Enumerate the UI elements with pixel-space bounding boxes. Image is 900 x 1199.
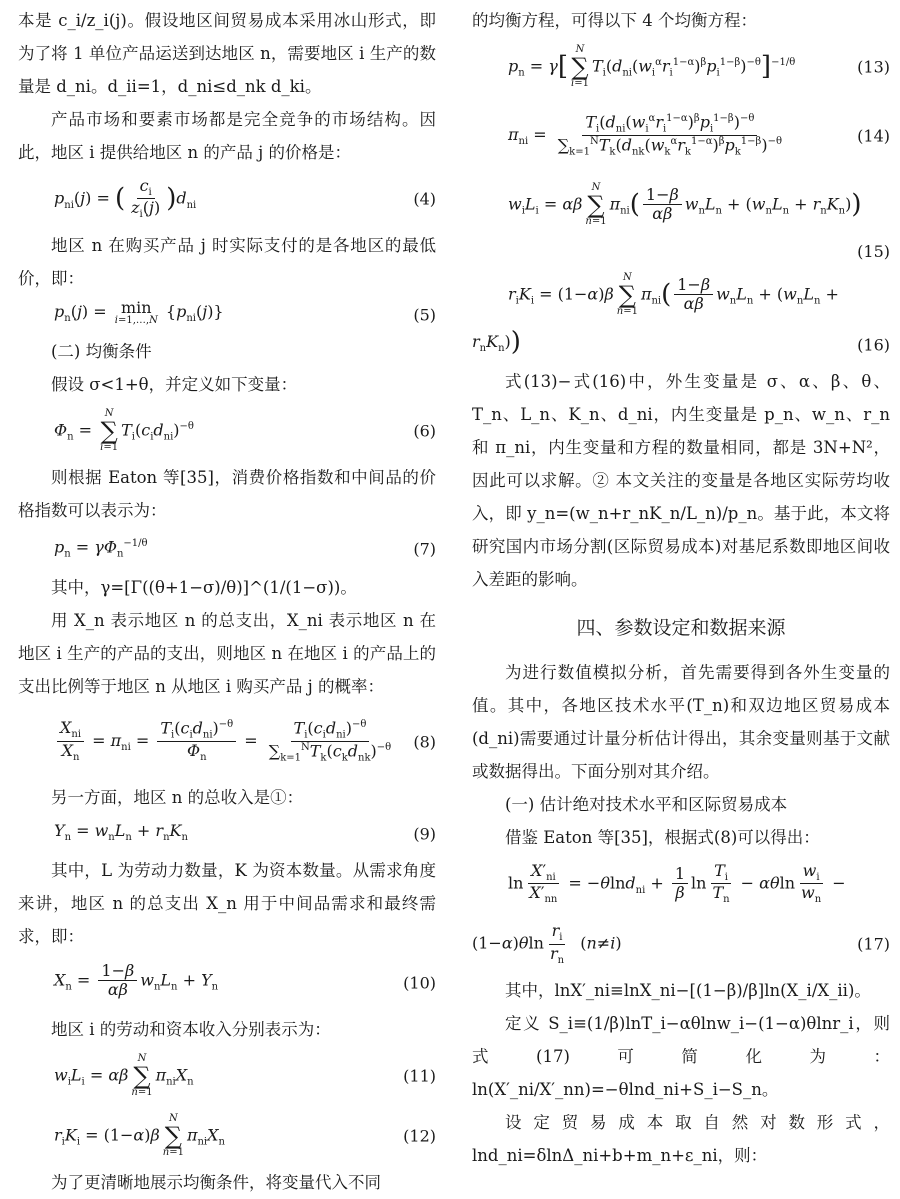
equation-6: $\Phi_n$ = N ∑ i=1 $T_i(c_id_{ni})^{-\theta}$ (6) xyxy=(54,407,436,453)
paragraph: 为进行数值模拟分析，首先需要得到各外生变量的值。其中，各地区技术水平(T_n)和双边地区贸易成本(d_ni)需要通过计量分析估计得出，其余变量则基于文献或数据得出。下面分别对其介绍。 xyxy=(472,663,890,782)
paragraph: 地区 i 的劳动和资本收入分别表示为： xyxy=(51,1019,331,1039)
equation-13: $p_n = \gamma$[ N ∑ i=1 $T_i(d_{ni}(w_i^\alpha r_i^{1-\alpha})^\beta p_i^{1-\beta})^{-\theta}]^{-1/\theta}$ (13) xyxy=(508,43,890,89)
equation-number: (4) xyxy=(413,189,436,209)
paragraph: 式(13)−式(16)中，外生变量是 σ、α、β、θ、T_n、L_n、K_n、d_ni，内生变量是 p_n、w_n、r_n 和 π_ni，内生变量和方程的数量相同，都是 3N+N²，因此可以求解。② 本文关注的变量是各地区实际劳均收入，即 y_n=(w_n+r_nK_n/L_n)/p_n。基于此，本文将研究国内市场分割(区际贸易成本)对基尼系数即地区间收入差距的影响。 xyxy=(472,372,890,590)
paragraph: 借鉴 Eaton 等[35]，根据式(8)可以得出： xyxy=(505,828,820,848)
paragraph: 用 X_n 表示地区 n 的总支出，X_ni 表示地区 n 在地区 i 生产的产品的支出，则地区 n 在地区 i 的产品上的支出比例等于地区 n 从地区 i 购买产品 j 的概率： xyxy=(18,610,436,696)
equation-17-continued: (1−α)θln $\frac{r_i}{r_n}$ (n≠i) (17) xyxy=(472,921,890,966)
paragraph: 其中，lnX′_ni≡lnX_ni−[(1−β)/β]ln(X_i/X_ii)。 xyxy=(505,981,871,1001)
equation-number: (11) xyxy=(403,1066,436,1086)
paragraph: 本是 c_i/z_i(j)。假设地区间贸易成本采用冰山形式，即为了将 1 单位产品运送到达地区 n，需要地区 i 生产的数量是 d_ni。d_ii=1，d_ni≤d_nk d_ki。 xyxy=(18,11,436,96)
paragraph: 产品市场和要素市场都是完全竞争的市场结构。因此，地区 i 提供给地区 n 的产品 j 的价格是： xyxy=(18,110,436,162)
equation-8: $\frac{X_{ni}}{X_n}$ = $\pi_{ni}$ = $\frac{T_i(c_id_{ni})^{-\theta}}{\Phi_n}$ = $\frac{T_i(c_id_{ni})^{-\theta}}{\sum_{k=1}^NT_k(c_kd_{nk})^{-\theta}}$ (8) xyxy=(18,703,436,781)
equation-12: $r_iK_i = (1-\alpha)\beta$ N ∑ n=1 $\pi_{ni}X_n$ (12) xyxy=(54,1112,436,1158)
section-subheading: (一) 估计绝对技术水平和区际贸易成本 xyxy=(505,795,788,815)
paragraph: 为了更清晰地展示均衡条件，将变量代入不同 xyxy=(51,1172,381,1192)
equation-number: (12) xyxy=(403,1126,436,1146)
paragraph: 地区 n 在购买产品 j 时实际支付的是各地区的最低价，即： xyxy=(18,236,436,288)
equation-17: ln $\frac{X'_{ni}}{X'_{nn}}$ = −θlnd$_{ni}$ + $\frac{1}{\beta}$ ln $\frac{T_i}{T_n}$ − αθln $\frac{w_i}{w_n}$ − xyxy=(508,860,846,906)
equation-number: (16) xyxy=(857,335,890,355)
equation-10: $X_n$ = $\frac{1-\beta}{\alpha\beta}$ $w_nL_n + Y_n$ (10) xyxy=(54,961,436,1000)
equation-11: $w_iL_i = \alpha\beta$ N ∑ n=1 $\pi_{ni}X_n$ (11) xyxy=(54,1052,436,1098)
paragraph: 定义 S_i≡(1/β)lnT_i−αθlnw_i−(1−α)θlnr_i，则式(17)可简化为：ln(X′_ni/X′_nn)=−θlnd_ni+S_i−S_n。 xyxy=(472,1014,890,1100)
section-heading: 四、参数设定和数据来源 xyxy=(576,617,786,640)
equation-15: $w_iL_i = \alpha\beta$ N ∑ n=1 $\pi_{ni}$( $\frac{1-\beta}{\alpha\beta}$ $w_nL_n + (w_nL_n + r_nK_n)$) xyxy=(508,181,862,227)
equation-14: $\pi_{ni}$ = $\frac{T_i(d_{ni}(w_i^\alpha r_i^{1-\alpha})^\beta p_i^{1-\beta})^{-\theta}}{\sum_{k=1}^NT_k(d_{nk}(w_k^\alpha r_k^{1-\alpha})^\beta p_k^{1-\beta})^{-\theta}}$ (14) xyxy=(508,112,890,158)
paragraph: 其中，γ=[Γ((θ+1−σ)/θ)]^(1/(1−σ))。 xyxy=(51,577,357,597)
equation-16-continued: $r_nK_n$)) (16) xyxy=(472,325,890,365)
equation-number: (6) xyxy=(413,421,436,441)
paragraph: 的均衡方程，可得以下 4 个均衡方程： xyxy=(472,11,757,30)
equation-number: (8) xyxy=(413,732,436,752)
section-subheading: (二) 均衡条件 xyxy=(51,342,152,362)
equation-9: $Y_n = w_nL_n + r_nK_n$ (9) xyxy=(18,814,436,854)
paragraph: 另一方面，地区 n 的总收入是①： xyxy=(51,787,304,807)
equation-4: $p_{ni}(j)$ = ( $\frac{c_i}{z_i(j)}$ )$d_{ni}$ (4) xyxy=(54,175,436,221)
paragraph: 则根据 Eaton 等[35]，消费价格指数和中间品的价格指数可以表示为： xyxy=(18,468,436,521)
equation-number: (15) xyxy=(857,242,890,261)
right-column xyxy=(472,4,890,1172)
paragraph: 设定贸易成本取自然对数形式，lnd_ni=δlnΔ_ni+b+m_n+ε_ni，则： xyxy=(472,1113,890,1166)
paragraph: 其中，L 为劳动力数量，K 为资本数量。从需求角度来讲，地区 n 的总支出 X_n 用于中间品需求和最终需求，即： xyxy=(18,860,436,946)
equation-number: (17) xyxy=(857,934,890,954)
equation-number: (9) xyxy=(413,824,436,844)
equation-number: (7) xyxy=(413,539,436,559)
left-column xyxy=(18,4,436,1199)
equation-7: $p_n = \gamma\Phi_n^{-1/\theta}$ (7) xyxy=(18,527,436,571)
equation-number: (14) xyxy=(857,126,890,146)
equation-number: (10) xyxy=(403,973,436,993)
equation-number: (5) xyxy=(413,305,436,325)
equation-5: $p_n(j)$ = min i=1,…,N $\{p_{ni}(j)\}$ (5) xyxy=(18,295,436,335)
equation-number: (13) xyxy=(857,57,890,77)
equation-16: $r_iK_i = (1-\alpha)\beta$ N ∑ n=1 $\pi_{ni}$( $\frac{1-\beta}{\alpha\beta}$ $w_nL_n + (w_nL_n$ + xyxy=(508,271,839,317)
paragraph: 假设 σ<1+θ，并定义如下变量： xyxy=(51,375,298,395)
